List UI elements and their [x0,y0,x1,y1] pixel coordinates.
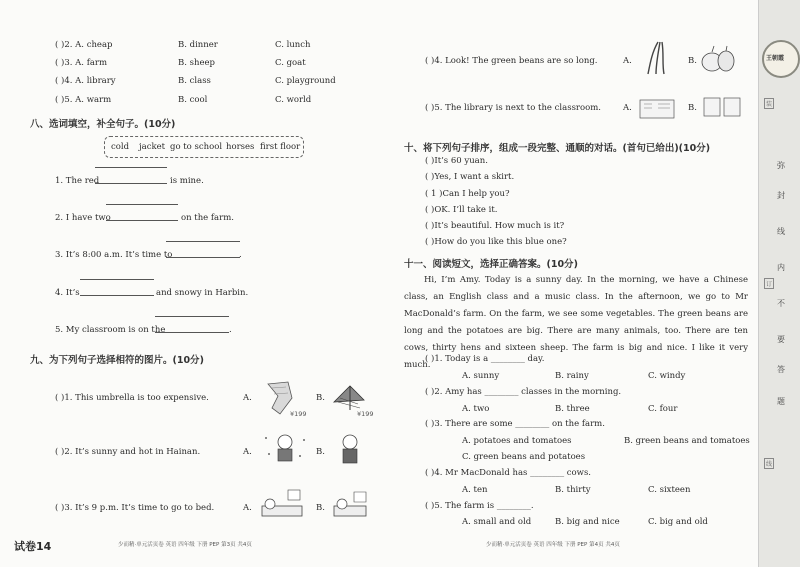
dialogue-line: ( )It’s beautiful. How much is it? [425,221,565,231]
reading-passage: Hi, I’m Amy. Today is a sunny day. In the morning, we have a Chinese class, an English class and a music class. In the afternoon, we go to Mr MacDonald’s farm. On the farm, we see some vegetables. The green beans are long and the potatoes are big. There are many animals, too. There are ten cows, thirty hens and sixteen sheep. The farm is big and nice. I like it very much. [404,275,748,370]
boy-sun-picture [330,430,370,470]
section-8-title: 八、选词填空，补全句子。(10分) [30,119,176,130]
option-b: B. green beans and tomatoes [624,436,750,446]
choice-item-3: ( )3. A. farm [55,58,108,68]
option-b: B. big and nice [555,517,620,527]
fill-item-4: 4. It’s [55,288,80,298]
fill-item-3: 3. It’s 8:00 a.m. It’s time to [55,250,173,260]
page-footer: 少而精·单元活页卷 英语 四年级 下册 PEP 第3页 共4页 [118,542,252,548]
dialogue-line: ( )Yes, I want a skirt. [425,172,515,182]
listen-item-5: ( )5. The library is next to the classroom. [425,103,601,113]
publisher-seal [762,40,800,78]
option-b: B. cool [178,95,208,105]
choice-item-2 [55,40,112,50]
answer-line[interactable] [80,279,154,280]
fill-item-text: . [229,325,232,335]
option-b: B. [316,503,325,513]
umbrella-picture [330,380,370,414]
reading-question-4: ( )4. Mr MacDonald has ________ cows. [425,468,592,478]
option-c: C. green beans and potatoes [462,452,586,462]
answer-line[interactable] [95,183,167,184]
reading-question-1: ( )1. Today is a ________ day. [425,354,545,364]
section-9-title: 九、为下列句子选择相符的图片。(10分) [30,355,204,366]
bed-picture-b [330,490,370,524]
answer-line[interactable] [80,295,154,296]
green-beans-picture [640,40,674,76]
option-b: B. [688,56,697,66]
boy-snow-picture [260,430,310,470]
option-b: B. [316,393,325,403]
answer-line[interactable] [95,167,167,168]
option-b: B. class [178,76,211,86]
word: horses [226,142,255,152]
answer-line[interactable] [106,220,178,221]
item-question: ( )2. A. cheap [55,40,113,50]
fill-item-text: and snowy in Harbin. [156,288,249,298]
option-c: C. goat [275,58,306,68]
choice-item-5: ( )5. A. warm [55,95,112,105]
test-number-label: 试卷14 [14,540,52,553]
margin-char: 线 [777,227,785,236]
option-c: C. big and old [648,517,708,527]
option-c: C. windy [648,371,686,381]
word: cold [111,142,130,152]
option-b: B. thirty [555,485,591,495]
section-11-title: 十一、阅读短文，选择正确答案。(10分) [404,259,578,270]
option-a: A. [243,393,252,403]
reading-question-2: ( )2. Amy has ________ classes in the morning. [425,387,622,397]
picture-item-3: ( )3. It’s 9 p.m. It’s time to go to bed. [55,503,215,513]
option-a: A. small and old [462,517,532,527]
option-a: A. two [462,404,490,414]
reading-question-3: ( )3. There are some ________ on the farm. [425,419,605,429]
classroom-picture [702,94,742,120]
dialogue-line: ( 1 )Can I help you? [425,189,510,199]
margin-char: 不 [777,299,785,308]
seal-text: 王朝霞 [766,55,785,62]
binding-mark: 装 [764,98,774,109]
option-c: C. playground [275,76,336,86]
bed-picture [258,488,308,524]
margin-char: 要 [777,335,785,344]
margin-char: 封 [777,191,785,200]
fill-item-5: 5. My classroom is on the [55,325,166,335]
option-a: A. sunny [462,371,500,381]
potatoes-picture [700,44,736,74]
price-label: ¥199 [290,410,307,418]
option-a: A. [623,56,632,66]
option-a: A. potatoes and tomatoes [462,436,572,446]
word-bank [104,136,304,158]
option-b: B. sheep [178,58,215,68]
binding-mark: 订 [764,278,774,289]
fill-item-text: . [239,250,242,260]
option-c: C. four [648,404,678,414]
option-a: A. [623,103,632,113]
fill-item-2: 2. I have two [55,213,111,223]
option-a: A. [243,447,252,457]
fill-item-text: is mine. [170,176,204,186]
margin-char: 弥 [777,161,785,170]
price-label: ¥199 [357,410,374,418]
reading-question-5: ( )5. The farm is ________. [425,501,534,511]
fill-item-text: on the farm. [181,213,234,223]
option-b: B. rainy [555,371,589,381]
option-b: B. dinner [178,40,218,50]
answer-line[interactable] [155,332,229,333]
dialogue-line: ( )How do you like this blue one? [425,237,567,247]
picture-item-2: ( )2. It’s sunny and hot in Hainan. [55,447,201,457]
page-footer: 少而精·单元活页卷 英语 四年级 下册 PEP 第4页 共4页 [486,542,620,548]
word: first floor [260,142,301,152]
margin-char: 题 [777,397,785,406]
option-c: C. lunch [275,40,311,50]
fill-item-1: 1. The red [55,176,100,186]
option-b: B. three [555,404,590,414]
choice-item-4: ( )4. A. library [55,76,116,86]
option-b: B. [688,103,697,113]
dialogue-line: ( )OK. I’ll take it. [425,205,498,215]
listen-item-4: ( )4. Look! The green beans are so long. [425,56,598,66]
word: jacket [139,142,166,152]
margin-char: 答 [777,365,785,374]
section-10-title: 十、将下列句子排序，组成一段完整、通顺的对话。(首句已给出)(10分) [404,143,711,154]
library-picture [638,94,676,120]
option-b: B. [316,447,325,457]
answer-line[interactable] [155,316,229,317]
dialogue-line: ( )It’s 60 yuan. [425,156,488,166]
word: go to school [170,142,223,152]
option-a: A. ten [462,485,488,495]
answer-line[interactable] [106,204,178,205]
option-a: A. [243,503,252,513]
answer-line[interactable] [166,241,240,242]
option-c: C. sixteen [648,485,691,495]
margin-char: 内 [777,263,785,272]
picture-item-1: ( )1. This umbrella is too expensive. [55,393,209,403]
binding-mark: 线 [764,458,774,469]
option-c: C. world [275,95,312,105]
answer-line[interactable] [166,257,240,258]
